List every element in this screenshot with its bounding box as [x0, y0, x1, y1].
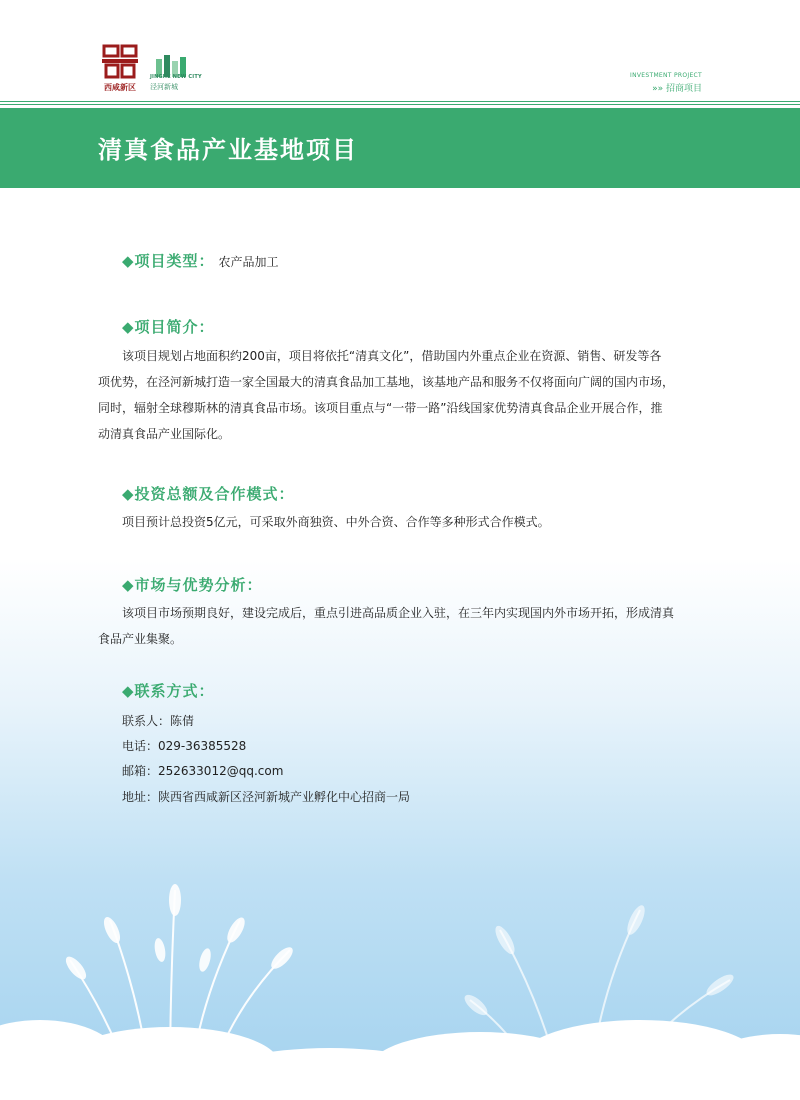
jinghe-logo-en: JINGHE NEW CITY	[150, 74, 202, 80]
wheat-cloud-illustration	[0, 850, 800, 1100]
tag-en: INVESTMENT PROJECT	[630, 72, 702, 79]
section-intro-heading: ◆项目简介：	[122, 318, 215, 336]
section-type	[122, 250, 279, 271]
jinghe-logo-cn: 泾河新城	[150, 83, 178, 91]
intro-paragraph	[98, 343, 707, 447]
header-rule	[0, 101, 800, 102]
contact-person: 联系人：陈倩	[122, 714, 195, 728]
paragraph-line: 项优势，在泾河新城打造一家全国最大的清真食品加工基地，该基地产品和服务不仅将面向广阔的国内市场，	[98, 375, 675, 389]
contact-address: 地址：陕西省西咸新区泾河新城产业孵化中心招商一局	[122, 790, 411, 804]
contact-email: 邮箱：252633012@qq.com	[122, 764, 284, 778]
section-heading: ◆项目类型：	[122, 252, 215, 270]
contact-phone: 电话：029-36385528	[122, 739, 247, 753]
clouds	[0, 1020, 800, 1100]
investment-project-tag	[630, 72, 702, 94]
paragraph-line: 该项目规划占地面积约200亩，项目将依托“清真文化”，借助国内外重点企业在资源、销售、研发等各	[122, 349, 662, 363]
section-investment-heading: ◆投资总额及合作模式：	[122, 485, 295, 503]
tag-cn: »» 招商项目	[652, 84, 702, 94]
project-type-value: 农产品加工	[218, 255, 279, 269]
section-contact-heading: ◆联系方式：	[122, 682, 215, 700]
paragraph-line: 食品产业集聚。	[98, 632, 183, 646]
header-rule	[0, 104, 800, 105]
investment-paragraph	[122, 509, 707, 535]
paragraph-line: 该项目市场预期良好，建设完成后，重点引进高品质企业入驻，在三年内实现国内外市场开拓，形成清真	[122, 606, 675, 620]
section-market-heading: ◆市场与优势分析：	[122, 576, 263, 594]
paragraph-line: 项目预计总投资5亿元，可采取外商独资、中外合资、合作等多种形式合作模式。	[122, 515, 550, 529]
page-title: 清真食品产业基地项目	[98, 135, 358, 164]
paragraph-line: 同时，辐射全球穆斯林的清真食品市场。该项目重点与“一带一路”沿线国家优势清真食品企业开展合作，推	[98, 401, 663, 415]
market-paragraph	[98, 600, 707, 652]
paragraph-line: 动清真食品产业国际化。	[98, 427, 231, 441]
xixian-logo-text: 西咸新区	[104, 83, 136, 92]
